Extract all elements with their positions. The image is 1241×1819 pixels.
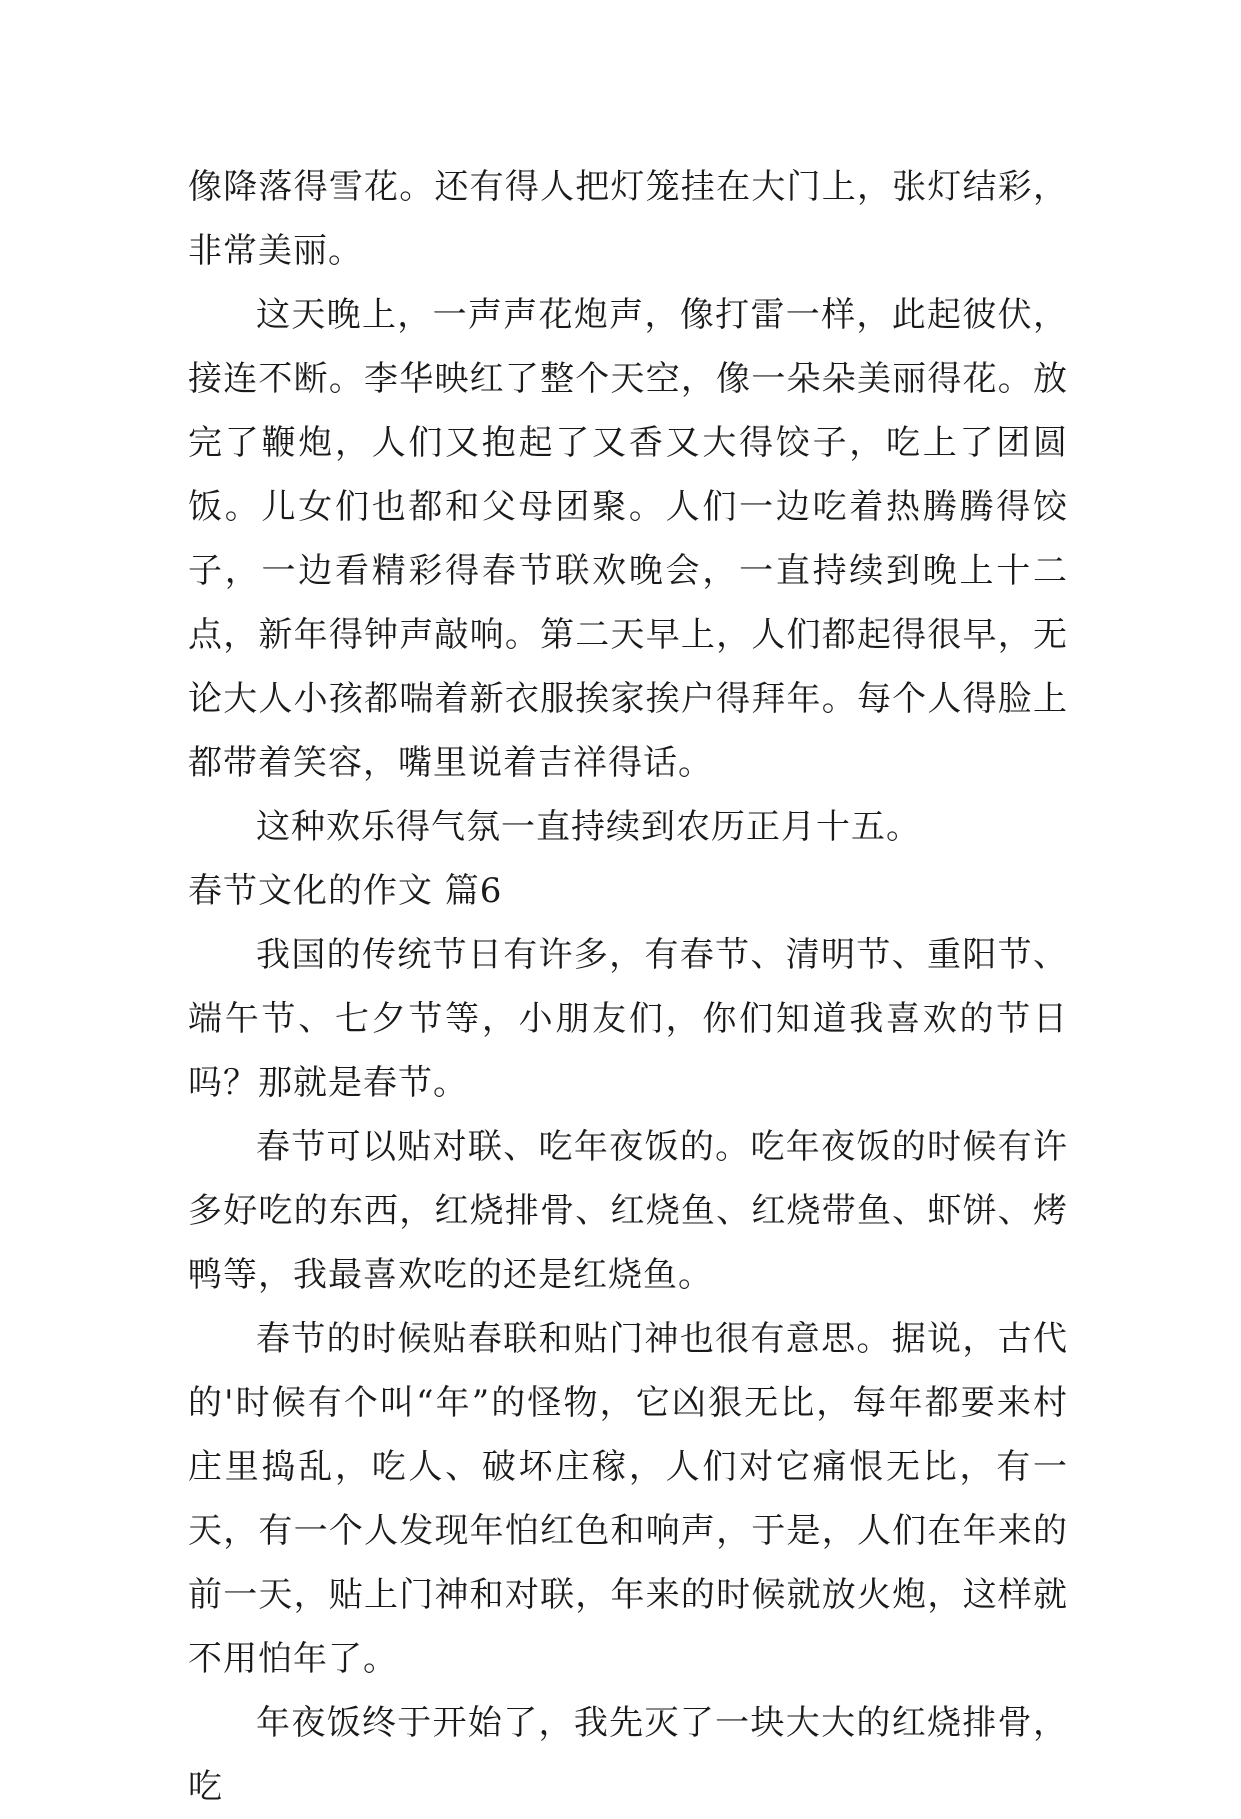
paragraph-start: 年夜饭终于开始了，我先灭了一块大大的红烧排骨，吃 (188, 1703, 1068, 1807)
paragraph-festivals: 我国的传统节日有许多，有春节、清明节、重阳节、端午节、七夕节等，小朋友们，你们知道我喜欢的节日吗？那就是春节。 (188, 935, 1068, 1103)
section-heading: 春节文化的作文 篇6 (188, 871, 503, 911)
paragraph-legend: 春节的时候贴春联和贴门神也很有意思。据说，古代的'时候有个叫“年”的怪物，它凶狠无比，每年都要来村庄里捣乱，吃人、破坏庄稼，人们对它痛恨无比，有一天，有一个人发现年怕红色和响声，于是，人们在年来的前一天，贴上门神和对联，年来的时候就放火炮，这样就不用怕年了。 (188, 1319, 1068, 1679)
paragraph-dinner: 春节可以贴对联、吃年夜饭的。吃年夜饭的时候有许多好吃的东西，红烧排骨、红烧鱼、红烧带鱼、虾饼、烤鸭等，我最喜欢吃的还是红烧鱼。 (188, 1127, 1068, 1295)
paragraph-joy: 这种欢乐得气氛一直持续到农历正月十五。 (256, 807, 921, 847)
document-body (188, 155, 1068, 1819)
paragraph-continued: 像降落得雪花。还有得人把灯笼挂在大门上，张灯结彩，非常美丽。 (188, 167, 1068, 271)
paragraph-evening: 这天晚上，一声声花炮声，像打雷一样，此起彼伏，接连不断。李华映红了整个天空，像一朵朵美丽得花。放完了鞭炮，人们又抱起了又香又大得饺子，吃上了团圆饭。儿女们也都和父母团聚。人们一边吃着热腾腾得饺子，一边看精彩得春节联欢晚会，一直持续到晚上十二点，新年得钟声敲响。第二天早上，人们都起得很早，无论大人小孩都喘着新衣服挨家挨户得拜年。每个人得脸上都带着笑容，嘴里说着吉祥得话。 (188, 295, 1068, 783)
